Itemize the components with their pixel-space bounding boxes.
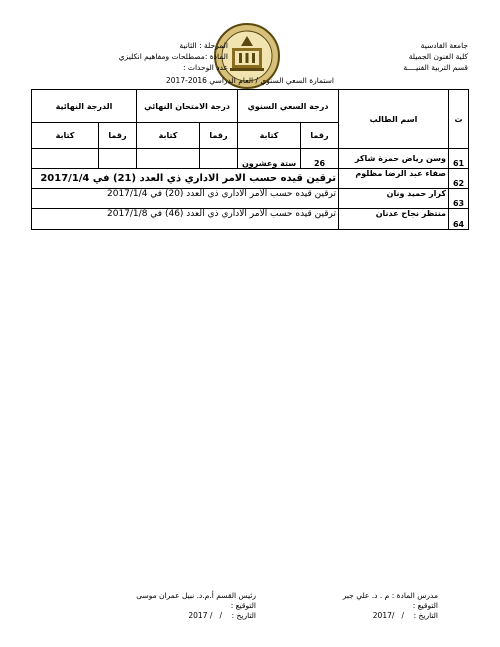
student-name: منتظر نجاح عدنان: [339, 209, 449, 230]
university-name: جامعة القادسية: [420, 41, 468, 50]
subheader-writing: كتابة: [32, 123, 99, 149]
department-head-signature-block: [96, 591, 256, 621]
col-header-final-exam: درجة الامتحان النهائي: [137, 90, 238, 123]
annual-digits: 26: [301, 149, 339, 169]
teacher-date-label: التاريخ : / /2017: [372, 611, 438, 620]
institution-header: [318, 40, 468, 73]
final-grade-digits: [99, 149, 137, 169]
course-header: [78, 40, 228, 73]
table-header-row: [32, 90, 469, 123]
student-name: صفاء عبد الرضا مظلوم: [339, 169, 449, 189]
college-name: كلية الفنون الجميلة: [408, 52, 468, 61]
student-name: كرار حميد ونان: [339, 189, 449, 209]
annual-writing: ستة وعشرون: [238, 149, 301, 169]
table-row: [32, 149, 469, 169]
head-signature-label: التوقيع :: [230, 601, 256, 610]
withdrawal-note: ترقين قيده حسب الامر الاداري ذي العدد (20) في 2017/1/4: [32, 189, 339, 209]
department-head-name: رئيس القسم أ.م.د. نبيل عمران موسى: [136, 591, 256, 600]
col-header-annual: درجة السعي السنوي: [238, 90, 339, 123]
subheader-digits: رقما: [301, 123, 339, 149]
col-header-name: اسم الطالب: [339, 90, 449, 149]
row-number: 61: [449, 149, 469, 169]
subject-label: المادة :مصطلحات ومفاهيم انكليزي: [118, 52, 228, 61]
col-header-final-grade: الدرجة النهائية: [32, 90, 137, 123]
final-grade-writing: [32, 149, 99, 169]
col-header-number: ت: [449, 90, 469, 149]
withdrawal-note: ترقين قيده حسب الامر الاداري ذي العدد (46) في 2017/1/8: [32, 209, 339, 230]
row-number: 62: [449, 169, 469, 189]
row-number: 63: [449, 189, 469, 209]
head-date-label: التاريخ : / / 2017: [188, 611, 256, 620]
teacher-signature-label: التوقيع :: [412, 601, 438, 610]
row-number: 64: [449, 209, 469, 230]
department-name: قسم التربية الفنيــــة: [403, 63, 468, 72]
final-exam-writing: [137, 149, 200, 169]
final-exam-digits: [200, 149, 238, 169]
subheader-writing: كتابة: [137, 123, 200, 149]
units-label: عدد الوحدات :: [182, 63, 228, 72]
student-name: وسن رياض حمزة شاكر: [339, 149, 449, 169]
form-title: استمارة السعي السنوي / العام الدراسي 2016-2017: [166, 76, 334, 85]
withdrawal-note: ترقين قيده حسب الامر الاداري ذي العدد (21) في 2017/1/4: [32, 169, 339, 189]
teacher-signature-block: [278, 591, 438, 621]
table-row: [32, 189, 469, 209]
subheader-writing: كتابة: [238, 123, 301, 149]
stage-label: المرحلة : الثانية: [179, 41, 228, 50]
subheader-digits: رقما: [99, 123, 137, 149]
grades-table: [31, 89, 469, 230]
table-row: [32, 209, 469, 230]
subheader-digits: رقما: [200, 123, 238, 149]
table-row: [32, 169, 469, 189]
teacher-name: مدرس المادة : م . د. علي جبر: [342, 591, 438, 600]
